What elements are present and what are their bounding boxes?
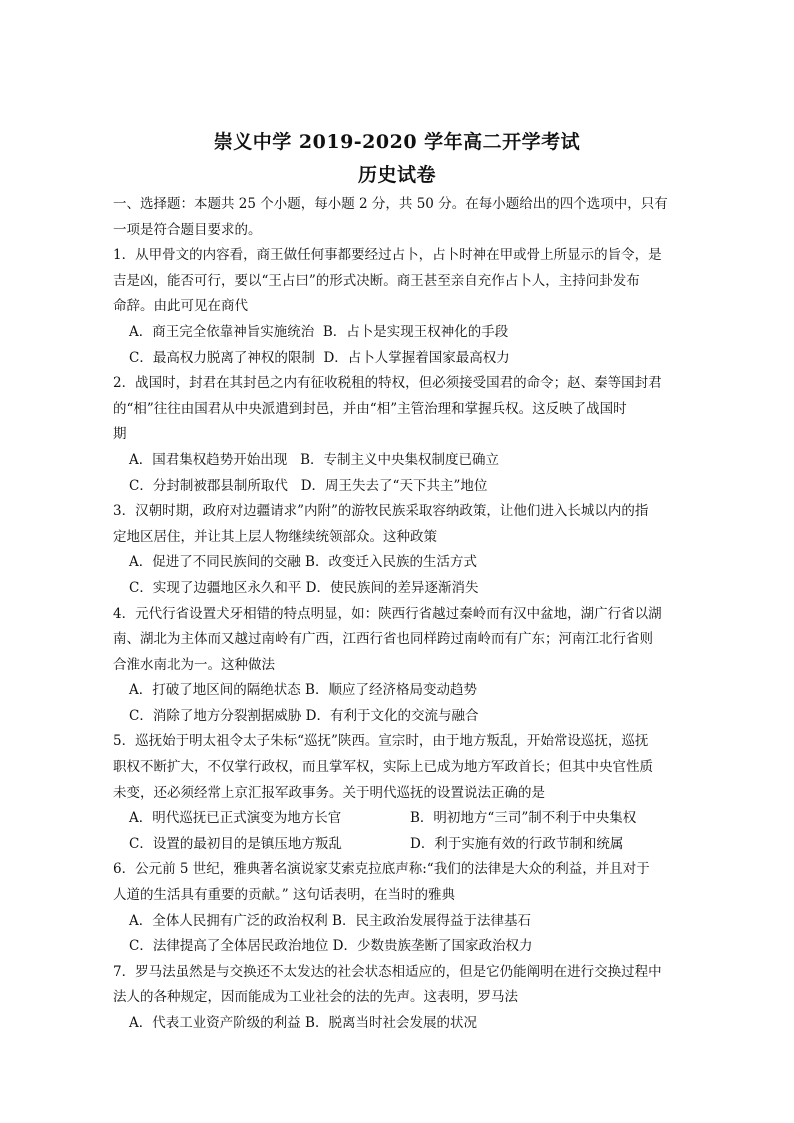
question-line: 1．从甲骨文的内容看，商王做任何事都要经过占卜，占卜时神在甲或骨上所显示的旨令，是 bbox=[113, 247, 662, 264]
option-row bbox=[113, 678, 683, 704]
option-a[interactable]: A．国君集权趋势开始出现 bbox=[129, 451, 288, 468]
section-heading-line: 一、选择题：本题共 25 个小题，每小题 2 分，共 50 分。在每小题给出的四个选项中，只有 bbox=[113, 196, 668, 212]
option-row bbox=[113, 806, 683, 832]
question-line: 5．巡抚始于明太祖令太子朱标“巡抚”陕西。宣宗时，由于地方叛乱，开始常设巡抚，巡抚 bbox=[113, 733, 649, 750]
question-2 bbox=[113, 371, 683, 499]
option-a[interactable]: A．商王完全依靠神旨实施统治 bbox=[129, 323, 315, 340]
exam-content bbox=[113, 192, 683, 1037]
question-4 bbox=[113, 602, 683, 730]
option-c[interactable]: C．实现了边疆地区永久和平 bbox=[129, 579, 302, 596]
section-heading-line: 一项是符合题目要求的。 bbox=[113, 221, 262, 238]
question-line: 6．公元前 5 世纪，雅典著名演说家艾索克拉底声称:“我们的法律是大众的利益，并且对于 bbox=[113, 861, 650, 878]
question-line: 合淮水南北为一。这种做法 bbox=[113, 656, 275, 673]
question-line: 的“相”往往由国君从中央派遣到封邑，并由“相”主管治理和掌握兵权。这反映了战国时 bbox=[113, 400, 627, 417]
option-b[interactable]: B．民主政治发展得益于法律基石 bbox=[332, 912, 531, 929]
question-line: 2．战国时，封君在其封邑之内有征收税租的特权，但必须接受国君的命令；赵、秦等国封君 bbox=[113, 375, 662, 392]
question-line: 7．罗马法虽然是与交换还不太发达的社会状态相适应的，但是它仍能阐明在进行交换过程中 bbox=[113, 963, 662, 980]
option-a[interactable]: A．促进了不同民族间的交融 bbox=[129, 554, 301, 571]
option-a[interactable]: A．全体人民拥有广泛的政治权利 bbox=[129, 912, 328, 929]
option-c[interactable]: C．设置的最初目的是镇压地方叛乱 bbox=[129, 835, 342, 852]
option-row bbox=[113, 1011, 683, 1037]
option-row bbox=[113, 934, 683, 960]
option-b[interactable]: B．占卜是实现王权神化的手段 bbox=[322, 323, 509, 340]
option-d[interactable]: D．有利于文化的交流与融合 bbox=[305, 707, 479, 724]
option-row bbox=[113, 576, 683, 602]
option-row bbox=[113, 550, 683, 576]
option-row bbox=[113, 448, 683, 474]
option-c[interactable]: C．消除了地方分裂割据威胁 bbox=[129, 707, 302, 724]
option-b[interactable]: B．明初地方“三司”制不利于中央集权 bbox=[410, 810, 637, 827]
option-c[interactable]: C．法律提高了全体居民政治地位 bbox=[129, 938, 329, 955]
question-line: 法人的各种规定，因而能成为工业社会的法的先声。这表明，罗马法 bbox=[113, 989, 518, 1006]
question-line: 人道的生活具有重要的贡献。” 这句话表明，在当时的雅典 bbox=[113, 887, 455, 904]
option-c[interactable]: C．分封制被郡县制所取代 bbox=[129, 477, 288, 494]
question-line: 未变，还必须经常上京汇报军政事务。关于明代巡抚的设置说法正确的是 bbox=[113, 784, 545, 801]
option-d[interactable]: D．占卜人掌握着国家最高权力 bbox=[323, 349, 510, 366]
option-b[interactable]: B．改变迁入民族的生活方式 bbox=[305, 554, 477, 571]
option-b[interactable]: B．专制主义中央集权制度已确立 bbox=[300, 451, 500, 468]
question-7 bbox=[113, 960, 683, 1037]
exam-subtitle: 历史试卷 bbox=[357, 164, 436, 186]
option-d[interactable]: D．少数贵族垄断了国家政治权力 bbox=[332, 938, 533, 955]
question-line: 职权不断扩大，不仅掌行政权，而且掌军权，实际上已成为地方军政首长；但其中央官性质 bbox=[113, 759, 653, 776]
option-a[interactable]: A．打破了地区间的隔绝状态 bbox=[129, 682, 301, 699]
option-d[interactable]: D．利于实施有效的行政节制和统属 bbox=[410, 835, 624, 852]
option-row bbox=[113, 909, 683, 935]
question-line: 4．元代行省设置犬牙相错的特点明显，如：陕西行省越过秦岭而有汉中盆地，湖广行省以湖 bbox=[113, 605, 662, 622]
option-row bbox=[113, 474, 683, 500]
question-3 bbox=[113, 499, 683, 601]
question-5 bbox=[113, 729, 683, 857]
question-6 bbox=[113, 857, 683, 959]
question-line: 定地区居住，并让其上层人物继续统领部众。这种政策 bbox=[113, 528, 437, 545]
option-d[interactable]: D．周王失去了“天下共主”地位 bbox=[300, 477, 488, 494]
option-a[interactable]: A．明代巡抚已正式演变为地方长官 bbox=[129, 810, 342, 827]
question-line: 南、湖北为主体而又越过南岭有广西，江西行省也同样跨过南岭而有广东；河南江北行省则 bbox=[113, 631, 653, 648]
option-a[interactable]: A．代表工业资产阶级的利益 bbox=[129, 1015, 301, 1031]
question-line: 3．汉朝时期，政府对边疆请求”内附”的游牧民族采取容纳政策，让他们进入长城以内的指 bbox=[113, 503, 649, 520]
option-d[interactable]: D．使民族间的差异逐渐消失 bbox=[305, 579, 479, 596]
option-b[interactable]: B．顺应了经济格局变动趋势 bbox=[305, 682, 477, 699]
option-c[interactable]: C．最高权力脱离了神权的限制 bbox=[129, 349, 315, 366]
option-row bbox=[113, 832, 683, 858]
question-1 bbox=[113, 243, 683, 371]
option-row bbox=[113, 320, 683, 346]
option-row bbox=[113, 704, 683, 730]
exam-title: 崇义中学 2019-2020 学年高二开学考试 bbox=[213, 131, 581, 153]
question-line: 吉是凶，能否可行，要以“王占曰”的形式决断。商王甚至亲自充作占卜人，主持问卦发布 bbox=[113, 272, 640, 289]
question-line: 命辞。由此可见在商代 bbox=[113, 298, 248, 315]
option-b[interactable]: B．脱离当时社会发展的状况 bbox=[305, 1015, 477, 1031]
option-row bbox=[113, 346, 683, 372]
question-line: 期 bbox=[113, 426, 127, 443]
